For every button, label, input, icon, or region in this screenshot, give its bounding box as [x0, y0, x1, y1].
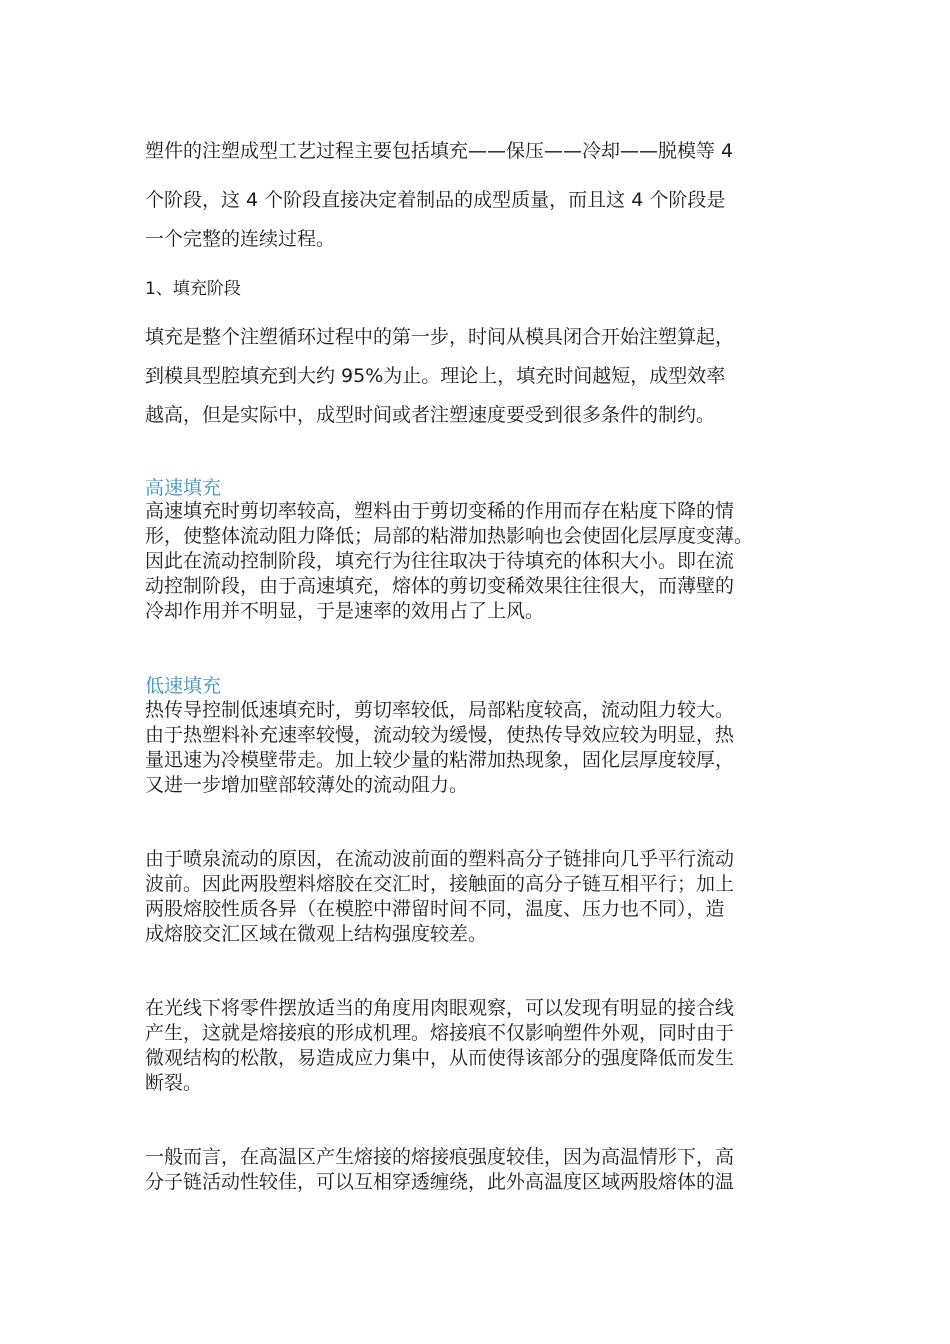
intro-line-1: 塑件的注塑成型工艺过程主要包括填充——保压——冷却——脱模等 4: [145, 140, 734, 162]
low-speed-line-3: 量迅速为冷模壁带走。加上较少量的粘滞加热现象，固化层厚度较厚，: [145, 749, 735, 771]
low-speed-line-2: 由于热塑料补充速率较慢，流动较为缓慢，使热传导效应较为明显，热: [145, 724, 735, 746]
fountain-line-4: 成熔胶交汇区域在微观上结构强度较差。: [145, 923, 488, 945]
section1-line-3: 越高，但是实际中，成型时间或者注塑速度要受到很多条件的制约。: [145, 404, 716, 426]
high-speed-line-1: 高速填充时剪切率较高，塑料由于剪切变稀的作用而存在粘度下降的情: [145, 500, 735, 522]
high-temp-line-1: 一般而言，在高温区产生熔接的熔接痕强度较佳，因为高温情形下，高: [145, 1146, 735, 1168]
low-speed-line-1: 热传导控制低速填充时，剪切率较低，局部粘度较高，流动阻力较大。: [145, 699, 735, 721]
fountain-line-2: 波前。因此两股塑料熔胶在交汇时，接触面的高分子链互相平行；加上: [145, 873, 735, 895]
high-speed-line-3: 因此在流动控制阶段，填充行为往往取决于待填充的体积大小。即在流: [145, 550, 735, 572]
fountain-line-3: 两股熔胶性质各异（在模腔中滞留时间不同，温度、压力也不同），造: [145, 898, 725, 920]
high-speed-line-5: 冷却作用并不明显，于是速率的效用占了上风。: [145, 600, 545, 622]
high-temp-line-2: 分子链活动性较佳，可以互相穿透缠绕，此外高温度区域两股熔体的温: [145, 1171, 735, 1193]
low-speed-line-4: 又进一步增加壁部较薄处的流动阻力。: [145, 774, 469, 796]
low-speed-heading: 低速填充: [145, 675, 222, 697]
fountain-line-1: 由于喷泉流动的原因，在流动波前面的塑料高分子链排向几乎平行流动: [145, 848, 735, 870]
section-title: 1、填充阶段: [145, 279, 241, 299]
weld-line-1: 在光线下将零件摆放适当的角度用肉眼观察，可以发现有明显的接合线: [145, 997, 735, 1019]
high-speed-heading: 高速填充: [145, 477, 222, 499]
high-speed-line-2: 形，使整体流动阻力降低；局部的粘滞加热影响也会使固化层厚度变薄。: [145, 525, 754, 547]
weld-line-4: 断裂。: [145, 1072, 203, 1094]
weld-line-2: 产生，这就是熔接痕的形成机理。熔接痕不仅影响塑件外观，同时由于: [145, 1022, 735, 1044]
section1-line-1: 填充是整个注塑循环过程中的第一步，时间从模具闭合开始注塑算起，: [145, 326, 735, 348]
section1-line-2: 到模具型腔填充到大约 95%为止。理论上，填充时间越短，成型效率: [145, 365, 726, 387]
weld-line-3: 微观结构的松散，易造成应力集中，从而使得该部分的强度降低而发生: [145, 1047, 735, 1069]
high-speed-line-4: 动控制阶段，由于高速填充，熔体的剪切变稀效果往往很大，而薄壁的: [145, 575, 735, 597]
intro-line-2: 个阶段，这 4 个阶段直接决定着制品的成型质量，而且这 4 个阶段是: [145, 189, 726, 211]
intro-line-3: 一个完整的连续过程。: [145, 228, 336, 250]
